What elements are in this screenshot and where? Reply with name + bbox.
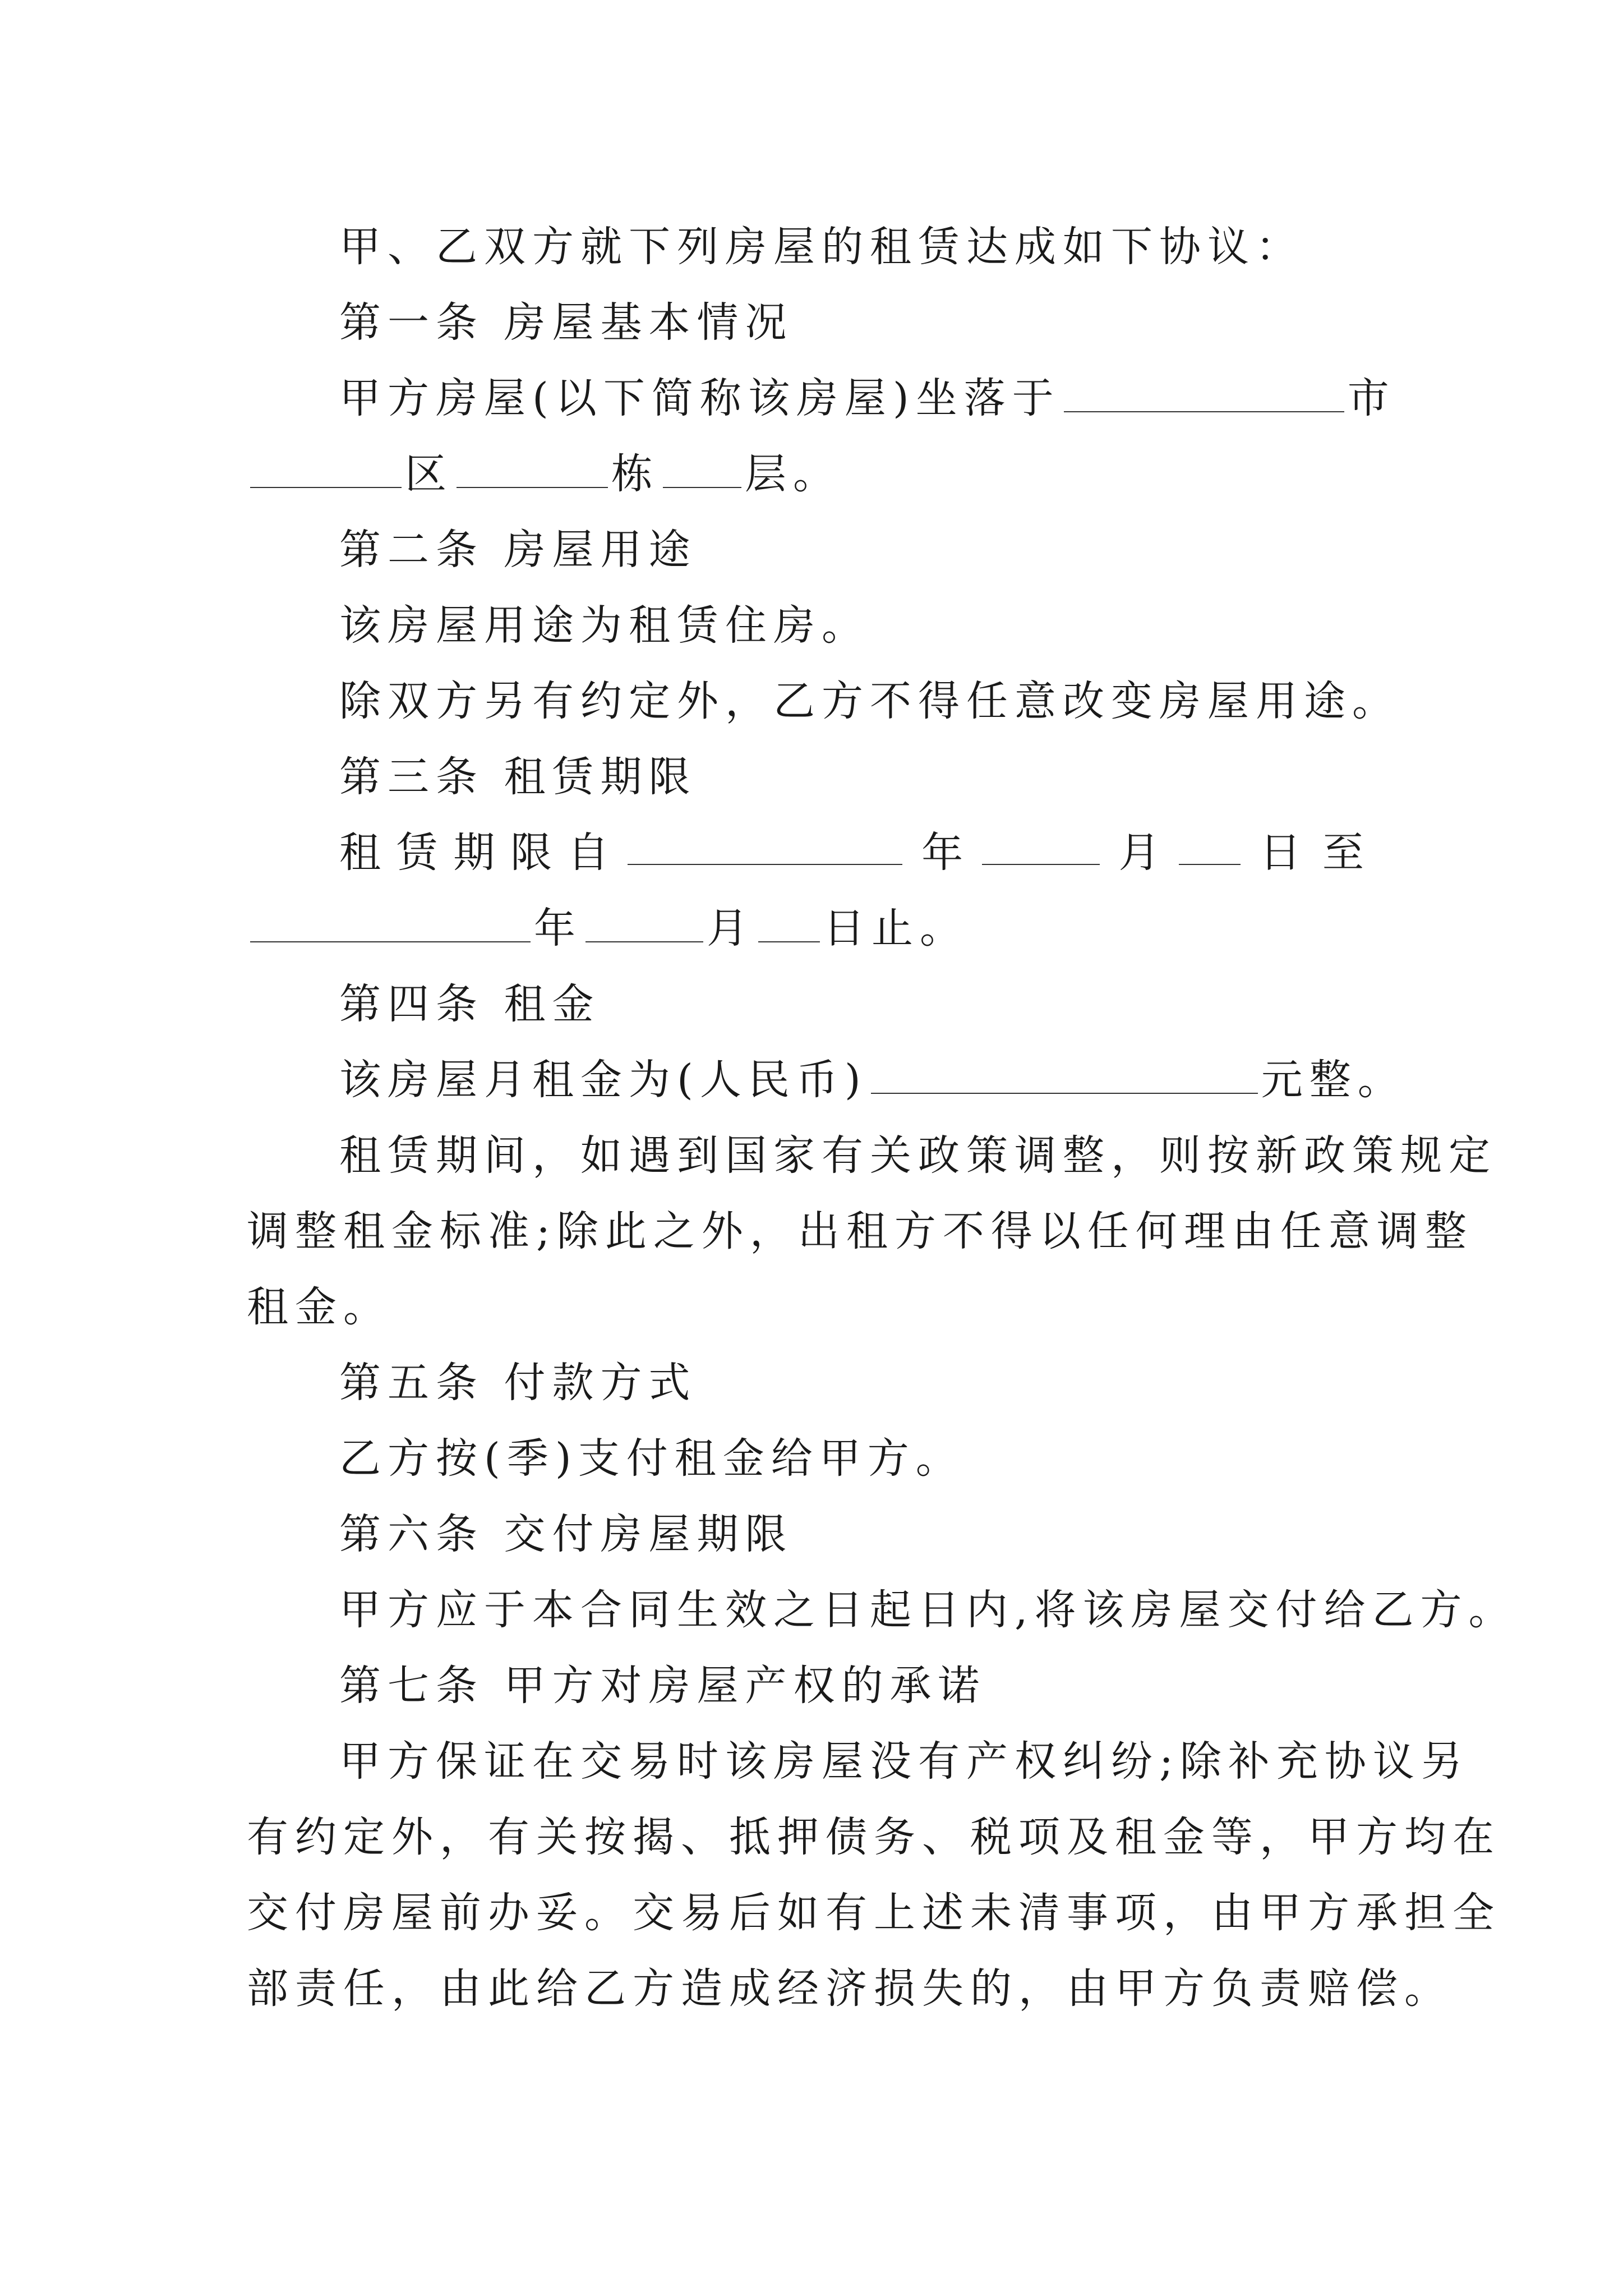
term-char-3: 期 (453, 829, 495, 877)
district-label: 区 (405, 450, 453, 498)
district-blank[interactable] (250, 448, 402, 488)
article-5-heading: 第五条 付款方式 (339, 1359, 697, 1407)
article-4-paragraph-2-line-2: 调整租金标准;除此之外，出租方不得以任何理由任意调整 (247, 1207, 1473, 1255)
article-7-line-2: 有约定外，有关按揭、抵押债务、税项及租金等，甲方均在 (247, 1813, 1501, 1861)
building-blank[interactable] (457, 448, 608, 488)
article-7-line-4: 部责任，由此给乙方造成经济损失的，由甲方负责赔偿。 (247, 1964, 1453, 2013)
article-4-paragraph-2-line-3: 租金。 (247, 1283, 391, 1331)
city-blank[interactable] (1064, 372, 1344, 412)
rent-suffix: 元整。 (1261, 1056, 1406, 1104)
end-year-blank[interactable] (250, 902, 531, 942)
article-1-heading: 第一条 房屋基本情况 (339, 298, 794, 347)
start-month-label: 月 (1118, 829, 1160, 877)
term-char-1: 租 (339, 829, 381, 877)
article-7-heading: 第七条 甲方对房屋产权的承诺 (339, 1662, 986, 1710)
start-month-blank[interactable] (982, 825, 1100, 865)
term-char-4: 限 (510, 829, 552, 877)
rent-amount-blank[interactable] (871, 1053, 1258, 1094)
article-3-line-2 (247, 900, 968, 956)
article-2-paragraph-1: 该房屋用途为租赁住房。 (339, 601, 870, 650)
article-7-line-1: 甲方保证在交易时该房屋没有产权纠纷;除补充协议另 (339, 1737, 1469, 1786)
end-day-blank[interactable] (758, 902, 820, 942)
location-text: 甲方房屋(以下简称该房屋)坐落于 (339, 374, 1061, 422)
article-5-paragraph: 乙方按(季)支付租金给甲方。 (339, 1434, 964, 1483)
article-1-line-1 (339, 370, 1396, 426)
start-year-label: 年 (921, 829, 963, 877)
article-4-heading: 第四条 租金 (339, 980, 601, 1028)
end-day-label: 日止。 (823, 904, 968, 953)
building-label: 栋 (611, 450, 660, 498)
article-3-line-1 (339, 825, 1385, 881)
end-month-label: 月 (707, 904, 755, 953)
city-suffix: 市 (1347, 374, 1396, 422)
intro-paragraph: 甲、乙双方就下列房屋的租赁达成如下协议： (339, 223, 1304, 271)
article-6-paragraph: 甲方应于本合同生效之日起日内,将该房屋交付给乙方。 (339, 1586, 1517, 1634)
article-3-heading: 第三条 租赁期限 (339, 753, 697, 801)
term-char-2: 赁 (396, 829, 438, 877)
article-4-paragraph-2-line-1: 租赁期间，如遇到国家有关政策调整，则按新政策规定 (339, 1131, 1497, 1180)
article-2-heading: 第二条 房屋用途 (339, 526, 697, 574)
article-4-rent-line (339, 1052, 1406, 1108)
floor-label: 层。 (745, 450, 841, 498)
floor-blank[interactable] (663, 448, 741, 488)
start-day-label: 日至 (1259, 829, 1385, 877)
end-month-blank[interactable] (585, 902, 703, 942)
article-6-heading: 第六条 交付房屋期限 (339, 1510, 794, 1558)
article-7-line-3: 交付房屋前办妥。交易后如有上述未清事项，由甲方承担全 (247, 1889, 1501, 1937)
rent-prefix: 该房屋月租金为(人民币) (339, 1056, 868, 1104)
article-1-line-2 (247, 446, 841, 502)
article-2-paragraph-2: 除双方另有约定外，乙方不得任意改变房屋用途。 (339, 677, 1400, 725)
end-year-label: 年 (534, 904, 582, 953)
term-char-5: 自 (567, 829, 609, 877)
start-year-blank[interactable] (628, 825, 902, 865)
start-day-blank[interactable] (1179, 825, 1241, 865)
